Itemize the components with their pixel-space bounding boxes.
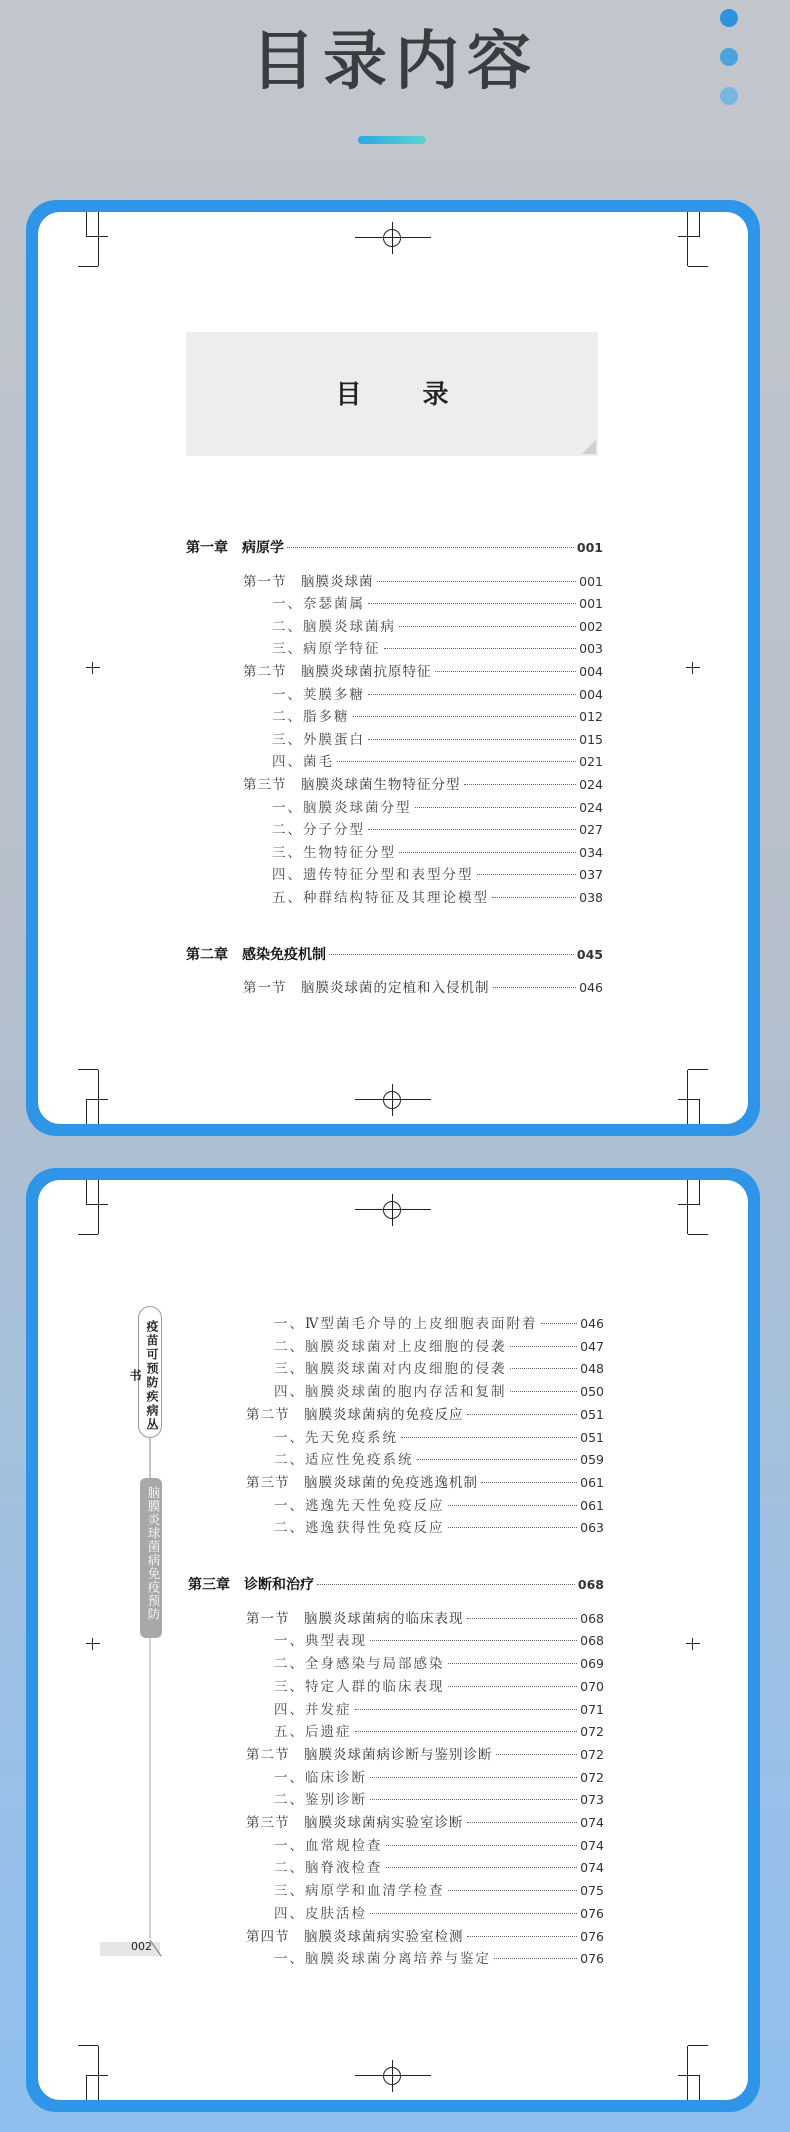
toc-leader-dots bbox=[355, 1709, 578, 1710]
toc-entry-label: 二、全身感染与局部感染 bbox=[274, 1656, 445, 1673]
toc-entry-label: 二、鉴别诊断 bbox=[274, 1792, 367, 1809]
toc-item-row bbox=[272, 752, 603, 772]
toc-item-row bbox=[272, 707, 603, 727]
toc-leader-dots bbox=[368, 694, 576, 695]
toc-entry-label: 第二节 脑膜炎球菌抗原特征 bbox=[243, 664, 432, 680]
toc-item-row bbox=[274, 1518, 604, 1538]
toc-title-box bbox=[186, 332, 598, 456]
toc-item-row bbox=[272, 843, 603, 863]
toc-page-1-frame bbox=[26, 200, 760, 1136]
toc-title: 目 录 bbox=[335, 380, 475, 410]
toc-entry-page: 003 bbox=[579, 641, 603, 657]
toc-leader-dots bbox=[368, 739, 576, 740]
toc-entry-page: 001 bbox=[576, 540, 603, 555]
toc-section-row bbox=[246, 1927, 604, 1947]
toc-leader-dots bbox=[355, 1731, 578, 1732]
toc-leader-dots bbox=[370, 1777, 577, 1778]
toc-item-row bbox=[272, 798, 603, 818]
toc-entry-page: 004 bbox=[579, 664, 603, 679]
toc-entry-label: 一、典型表现 bbox=[274, 1633, 367, 1650]
toc-item-row bbox=[272, 639, 603, 659]
toc-item-row bbox=[272, 594, 603, 614]
toc-entry-label: 五、后遗症 bbox=[274, 1724, 352, 1741]
toc-entry-page: 048 bbox=[580, 1361, 604, 1377]
toc-leader-dots bbox=[510, 1368, 578, 1369]
toc-leader-dots bbox=[492, 897, 576, 898]
toc-entry-label: 第三节 脑膜炎球菌病实验室诊断 bbox=[246, 1815, 464, 1831]
toc-entry-page: 051 bbox=[580, 1429, 604, 1445]
toc-item-row bbox=[272, 685, 603, 705]
toc-leader-dots bbox=[377, 581, 577, 582]
toc-section-row bbox=[243, 572, 603, 592]
toc-entry-page: 072 bbox=[580, 1769, 604, 1785]
toc-entry-label: 一、荚膜多糖 bbox=[272, 686, 365, 703]
toc-entry-label: 第三节 脑膜炎球菌生物特征分型 bbox=[243, 777, 461, 793]
toc-leader-dots bbox=[467, 1936, 578, 1937]
toc-entry-page: 069 bbox=[580, 1656, 604, 1672]
book-title-tab bbox=[140, 1478, 162, 1638]
toc-item-row bbox=[274, 1790, 604, 1810]
toc-leader-dots bbox=[496, 1754, 578, 1755]
toc-item-row bbox=[272, 865, 603, 885]
toc-leader-dots bbox=[353, 716, 577, 717]
toc-entry-page: 074 bbox=[580, 1860, 604, 1876]
registration-mark-top bbox=[355, 222, 431, 254]
toc-chapter-row bbox=[188, 1575, 604, 1595]
toc-page-2 bbox=[38, 1180, 748, 2100]
toc-leader-dots bbox=[399, 852, 576, 853]
toc-entry-label: 二、脂多糖 bbox=[272, 709, 350, 726]
toc-entry-label: 第三章 诊断和治疗 bbox=[188, 1577, 314, 1593]
toc-entry-label: 四、菌毛 bbox=[272, 754, 334, 771]
toc-entry-page: 068 bbox=[577, 1577, 604, 1592]
toc-leader-dots bbox=[370, 1640, 577, 1641]
toc-entry-page: 070 bbox=[580, 1678, 604, 1694]
toc-item-row bbox=[272, 730, 603, 750]
toc-entry-label: 二、逃逸获得性免疫反应 bbox=[274, 1520, 445, 1537]
toc-leader-dots bbox=[448, 1686, 578, 1687]
toc-leader-dots bbox=[415, 807, 577, 808]
registration-mark-top bbox=[355, 1194, 431, 1226]
toc-entry-page: 045 bbox=[576, 946, 603, 962]
toc-leader-dots bbox=[467, 1618, 578, 1619]
toc-entry-label: 三、病原学和血清学检查 bbox=[274, 1883, 445, 1900]
toc-entry-label: 第二节 脑膜炎球菌病诊断与鉴别诊断 bbox=[246, 1746, 493, 1763]
toc-item-row bbox=[274, 1450, 604, 1470]
toc-item-row bbox=[274, 1858, 604, 1878]
toc-leader-dots bbox=[399, 626, 576, 627]
toc-entry-label: 一、奈瑟菌属 bbox=[272, 596, 365, 613]
toc-section-row bbox=[246, 1813, 604, 1833]
toc-entry-page: 012 bbox=[579, 709, 603, 725]
toc-entry-label: 一、Ⅳ型菌毛介导的上皮细胞表面附着 bbox=[274, 1316, 538, 1332]
toc-entry-label: 一、脑膜炎球菌分型 bbox=[272, 799, 412, 816]
toc-leader-dots bbox=[477, 874, 577, 875]
registration-mark-bottom bbox=[355, 2060, 431, 2092]
toc-item-row bbox=[274, 1677, 604, 1697]
toc-entry-page: 068 bbox=[580, 1610, 604, 1626]
toc-entry-label: 二、适应性免疫系统 bbox=[274, 1452, 414, 1469]
toc-entry-page: 027 bbox=[579, 822, 603, 838]
series-title: 疫苗可预防疾病丛书 bbox=[128, 1320, 159, 1432]
toc-item-row bbox=[274, 1382, 604, 1402]
toc-entry-label: 四、皮肤活检 bbox=[274, 1905, 367, 1922]
toc-item-row bbox=[274, 1949, 604, 1969]
toc-entry-page: 015 bbox=[579, 731, 603, 747]
toc-entry-page: 037 bbox=[579, 867, 603, 883]
toc-section-row bbox=[246, 1473, 604, 1493]
toc-leader-dots bbox=[368, 603, 576, 604]
toc-entry-label: 三、外膜蛋白 bbox=[272, 731, 365, 748]
toc-entry-label: 一、先天免疫系统 bbox=[274, 1429, 398, 1446]
toc-item-row bbox=[272, 888, 603, 908]
toc-entry-label: 三、生物特征分型 bbox=[272, 844, 396, 861]
page-header-title: 目录内容 bbox=[251, 25, 539, 99]
toc-entry-page: 046 bbox=[579, 980, 603, 996]
toc-chapter-row bbox=[186, 538, 603, 558]
toc-leader-dots bbox=[510, 1391, 578, 1392]
toc-entry-page: 076 bbox=[580, 1928, 604, 1944]
toc-entry-page: 063 bbox=[580, 1520, 604, 1536]
toc-item-row bbox=[272, 617, 603, 637]
toc-entry-page: 061 bbox=[580, 1474, 604, 1490]
toc-leader-dots bbox=[386, 1867, 578, 1868]
toc-entry-label: 三、特定人群的临床表现 bbox=[274, 1678, 445, 1695]
toc-entry-page: 001 bbox=[579, 573, 603, 589]
toc-entry-label: 一、逃逸先天性免疫反应 bbox=[274, 1497, 445, 1514]
toc-leader-dots bbox=[510, 1346, 578, 1347]
toc-entry-label: 二、分子分型 bbox=[272, 822, 365, 839]
page-number: 002 bbox=[131, 1940, 152, 1953]
toc-entry-label: 第二节 脑膜炎球菌病的免疫反应 bbox=[246, 1406, 464, 1423]
toc-entry-page: 024 bbox=[579, 799, 603, 815]
page-curl bbox=[582, 440, 596, 454]
toc-entry-label: 第一节 脑膜炎球菌的定植和入侵机制 bbox=[243, 980, 490, 997]
decor-dot-1 bbox=[720, 9, 738, 27]
toc-leader-dots bbox=[494, 1958, 577, 1959]
toc-entry-page: 050 bbox=[580, 1384, 604, 1400]
toc-entry-page: 059 bbox=[580, 1452, 604, 1468]
toc-entry-page: 024 bbox=[579, 777, 603, 792]
toc-item-row bbox=[274, 1700, 604, 1720]
title-underline-accent bbox=[358, 136, 426, 144]
toc-page-2-frame bbox=[26, 1168, 760, 2112]
toc-entry-page: 075 bbox=[580, 1883, 604, 1899]
toc-entry-label: 第一节 脑膜炎球菌 bbox=[243, 573, 374, 590]
toc-section-row bbox=[243, 662, 603, 682]
toc-leader-dots bbox=[317, 1584, 575, 1585]
toc-leader-dots bbox=[337, 761, 576, 762]
toc-entry-page: 051 bbox=[580, 1406, 604, 1422]
toc-leader-dots bbox=[493, 987, 577, 988]
toc-leader-dots bbox=[287, 547, 574, 548]
toc-leader-dots bbox=[467, 1414, 578, 1415]
toc-section-row bbox=[246, 1405, 604, 1425]
toc-item-row bbox=[274, 1496, 604, 1516]
toc-leader-dots bbox=[448, 1505, 578, 1506]
toc-item-row bbox=[274, 1428, 604, 1448]
toc-leader-dots bbox=[401, 1437, 577, 1438]
toc-entry-label: 一、血常规检查 bbox=[274, 1837, 383, 1854]
toc-item-row bbox=[274, 1722, 604, 1742]
toc-entry-label: 第四节 脑膜炎球菌病实验室检测 bbox=[246, 1928, 464, 1945]
toc-entry-page: 004 bbox=[579, 686, 603, 702]
toc-leader-dots bbox=[370, 1799, 577, 1800]
toc-section-row bbox=[246, 1609, 604, 1629]
toc-entry-page: 076 bbox=[580, 1951, 604, 1967]
toc-entry-page: 061 bbox=[580, 1497, 604, 1513]
toc-entry-label: 第三节 脑膜炎球菌的免疫逃逸机制 bbox=[246, 1474, 478, 1491]
series-title-tab bbox=[128, 1306, 162, 1438]
toc-leader-dots bbox=[368, 829, 576, 830]
toc-entry-page: 047 bbox=[580, 1338, 604, 1354]
toc-entry-label: 四、并发症 bbox=[274, 1701, 352, 1718]
toc-entry-label: 一、脑膜炎球菌分离培养与鉴定 bbox=[274, 1951, 491, 1968]
toc-entry-label: 四、脑膜炎球菌的胞内存活和复制 bbox=[274, 1384, 507, 1401]
toc-item-row bbox=[272, 820, 603, 840]
toc-leader-dots bbox=[481, 1482, 577, 1483]
toc-item-row bbox=[274, 1904, 604, 1924]
toc-leader-dots bbox=[448, 1527, 578, 1528]
toc-entry-label: 第二章 感染免疫机制 bbox=[186, 946, 326, 963]
toc-entry-page: 002 bbox=[579, 618, 603, 634]
toc-entry-label: 一、临床诊断 bbox=[274, 1769, 367, 1786]
toc-leader-dots bbox=[464, 784, 577, 785]
toc-entry-label: 五、种群结构特征及其理论模型 bbox=[272, 890, 489, 906]
toc-entry-page: 068 bbox=[580, 1633, 604, 1649]
toc-entry-label: 第一章 病原学 bbox=[186, 540, 284, 556]
toc-entry-label: 四、遗传特征分型和表型分型 bbox=[272, 867, 474, 884]
toc-entry-label: 第一节 脑膜炎球菌病的临床表现 bbox=[246, 1610, 464, 1627]
toc-entry-page: 074 bbox=[580, 1815, 604, 1830]
toc-entry-page: 034 bbox=[579, 844, 603, 860]
toc-entry-page: 073 bbox=[580, 1792, 604, 1808]
toc-leader-dots bbox=[435, 671, 577, 672]
toc-item-row bbox=[274, 1836, 604, 1856]
toc-leader-dots bbox=[370, 1913, 577, 1914]
toc-section-row bbox=[246, 1745, 604, 1765]
toc-item-row bbox=[274, 1337, 604, 1357]
toc-item-row bbox=[274, 1768, 604, 1788]
toc-entry-page: 072 bbox=[580, 1724, 604, 1740]
toc-leader-dots bbox=[541, 1323, 578, 1324]
toc-entry-page: 001 bbox=[579, 596, 603, 612]
toc-entry-label: 二、脑膜炎球菌病 bbox=[272, 618, 396, 635]
toc-entry-label: 三、脑膜炎球菌对内皮细胞的侵袭 bbox=[274, 1361, 507, 1378]
toc-section-row bbox=[243, 978, 603, 998]
toc-item-row bbox=[274, 1654, 604, 1674]
decor-dot-2 bbox=[720, 48, 738, 66]
toc-entry-page: 071 bbox=[580, 1701, 604, 1717]
toc-leader-dots bbox=[448, 1663, 578, 1664]
toc-leader-dots bbox=[417, 1459, 578, 1460]
toc-entry-page: 076 bbox=[580, 1905, 604, 1921]
toc-entry-label: 三、病原学特征 bbox=[272, 641, 381, 658]
toc-item-row bbox=[274, 1314, 604, 1334]
toc-item-row bbox=[274, 1631, 604, 1651]
toc-item-row bbox=[274, 1359, 604, 1379]
toc-entry-page: 046 bbox=[580, 1316, 604, 1331]
toc-entry-label: 二、脑脊液检查 bbox=[274, 1860, 383, 1877]
registration-mark-bottom bbox=[355, 1084, 431, 1116]
toc-chapter-row bbox=[186, 945, 603, 965]
toc-item-row bbox=[274, 1881, 604, 1901]
toc-leader-dots bbox=[386, 1845, 578, 1846]
toc-entry-label: 二、脑膜炎球菌对上皮细胞的侵袭 bbox=[274, 1338, 507, 1355]
toc-leader-dots bbox=[329, 954, 574, 955]
toc-leader-dots bbox=[448, 1890, 578, 1891]
toc-entry-page: 021 bbox=[579, 754, 603, 770]
spine-line bbox=[149, 1638, 151, 1938]
book-title: 脑膜炎球菌病免疫预防 bbox=[146, 1486, 161, 1621]
toc-page-1 bbox=[38, 212, 748, 1124]
toc-entry-page: 074 bbox=[580, 1837, 604, 1853]
toc-entry-page: 038 bbox=[579, 890, 603, 905]
toc-leader-dots bbox=[384, 648, 577, 649]
toc-entry-page: 072 bbox=[580, 1746, 604, 1762]
decor-dot-3 bbox=[720, 87, 738, 105]
toc-leader-dots bbox=[467, 1822, 578, 1823]
toc-section-row bbox=[243, 775, 603, 795]
spine-connector bbox=[149, 1438, 151, 1478]
